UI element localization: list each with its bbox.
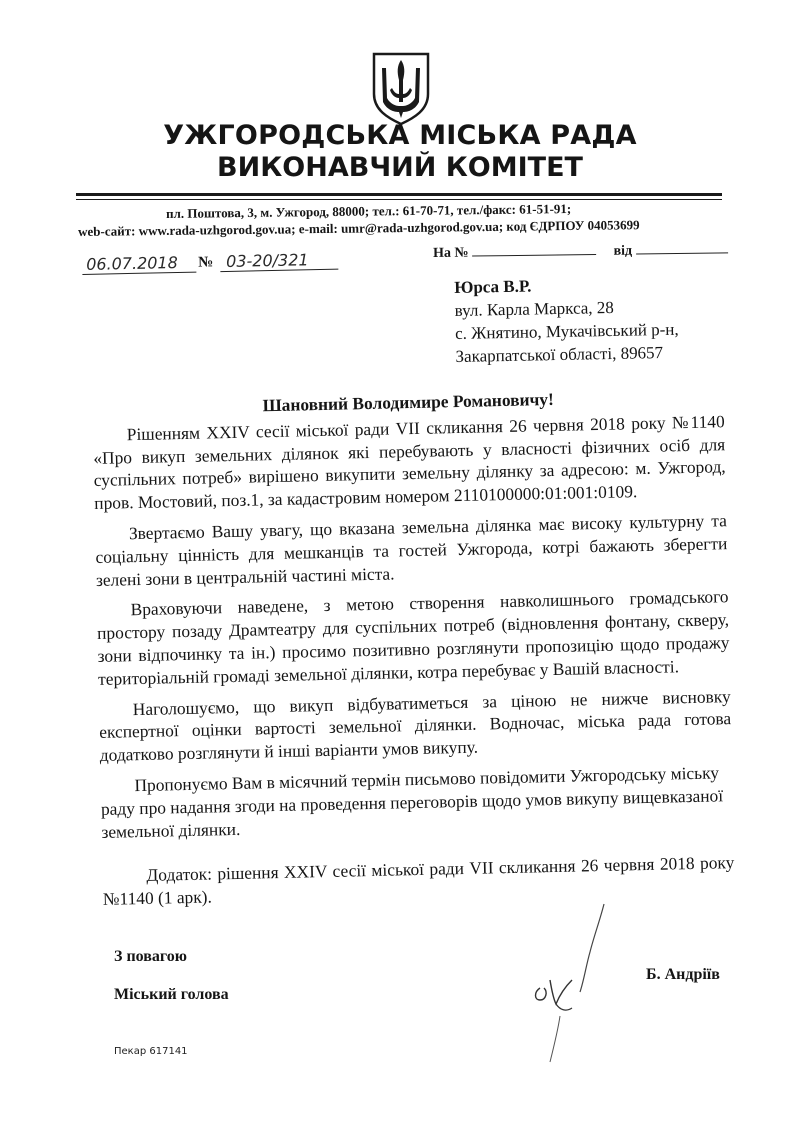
recipient-name: Юрса В.Р. [454, 276, 532, 297]
organization-subtitle: ВИКОНАВЧИЙ КОМІТЕТ [217, 152, 583, 183]
trident-emblem-icon [368, 50, 434, 126]
letter-paragraph: Звертаємо Вашу увагу, що вказана земельна ділянка має високу культурну та соціальну цінність для мешканців та гостей Ужгорода, котрі бажають зберегти зелені зони в центральній частині міста. [95, 510, 728, 590]
recipient-address-line: вул. Карла Маркса, 28 [454, 297, 615, 320]
reply-reference [433, 242, 728, 262]
reply-date-blank [636, 242, 728, 254]
signatory-position: Міський голова [114, 986, 229, 1003]
outgoing-registration [82, 250, 332, 279]
recipient-address-line: Закарпатської області, 89657 [455, 343, 664, 366]
letter-paragraph: Враховуючи наведене, з метою створення навколишнього громадського простору позаду Драмтеатру для суспільних потреб (відновлення фонтану, скверу, зони відпочинку та ін.) просимо позитивно розглянути пропозицію щодо продажу територіальній громаді земельної ділянки, котра перебуває у Вашій власності. [96, 586, 730, 689]
executor-note: Пекар 617141 [114, 1046, 188, 1057]
attachment-note: Додаток: рішення XXIV сесії міської ради VII скликання 26 червня 2018 року №1140 (1 арк). [102, 852, 735, 910]
outgoing-date: 06.07.2018 [82, 253, 196, 275]
greeting: Шановний Володимире Романовичу! [262, 388, 554, 416]
signatory-name: Б. Андріїв [646, 966, 720, 983]
recipient-address-line: с. Жнятино, Мукачівський р-н, [454, 319, 679, 343]
organization-name: УЖГОРОДСЬКА МІСЬКА РАДА [163, 120, 637, 151]
letter-paragraph: Рішенням XXIV сесії міської ради VII скликання 26 червня 2018 року №1140 «Про викуп земельних ділянок які перебувають у власності фізичних осіб для суспільних потреб» вирішено викупити земельну ділянку за адресою: м. Ужгород, пров. Мостовий, поз.1, за кадастровим номером 2110100000:01:001:0109. [93, 411, 726, 514]
reply-number-blank [472, 244, 596, 257]
reply-number-label: На № [433, 245, 469, 261]
closing-regards: З повагою [114, 948, 187, 965]
letter-body [92, 384, 735, 913]
contacts-web-email: web-сайт: www.rada-uzhgorod.gov.ua; e-mail: umr@rada-uzhgorod.gov.ua; код ЄДРПОУ 04053699 [78, 217, 640, 239]
letterhead-rule-thin [76, 199, 722, 200]
reply-from-label: від [613, 243, 633, 259]
handwritten-signature-icon [520, 896, 630, 1066]
letter-paragraph: Наголошуємо, що викуп відбуватиметься за ціною не нижче висновку експертної оцінки вартості земельної ділянки. Водночас, міська рада готова додатково розглянути й інші варіанти умов викупу. [99, 685, 732, 766]
letter-paragraph: Пропонуємо Вам в місячний термін письмово повідомити Ужгородську міську раду про надання згоди на проведення переговорів щодо умов викупу вищевказаної земельної ділянки. [100, 762, 724, 842]
outgoing-number-label: № [198, 254, 214, 271]
outgoing-number: 03-20/321 [220, 250, 338, 272]
letterhead-rule-thick [76, 193, 722, 196]
contacts-address-phone: пл. Поштова, 3, м. Ужгород, 88000; тел.: 61-70-71, тел./факс: 61-51-91; [166, 201, 572, 221]
recipient-block [454, 272, 679, 368]
